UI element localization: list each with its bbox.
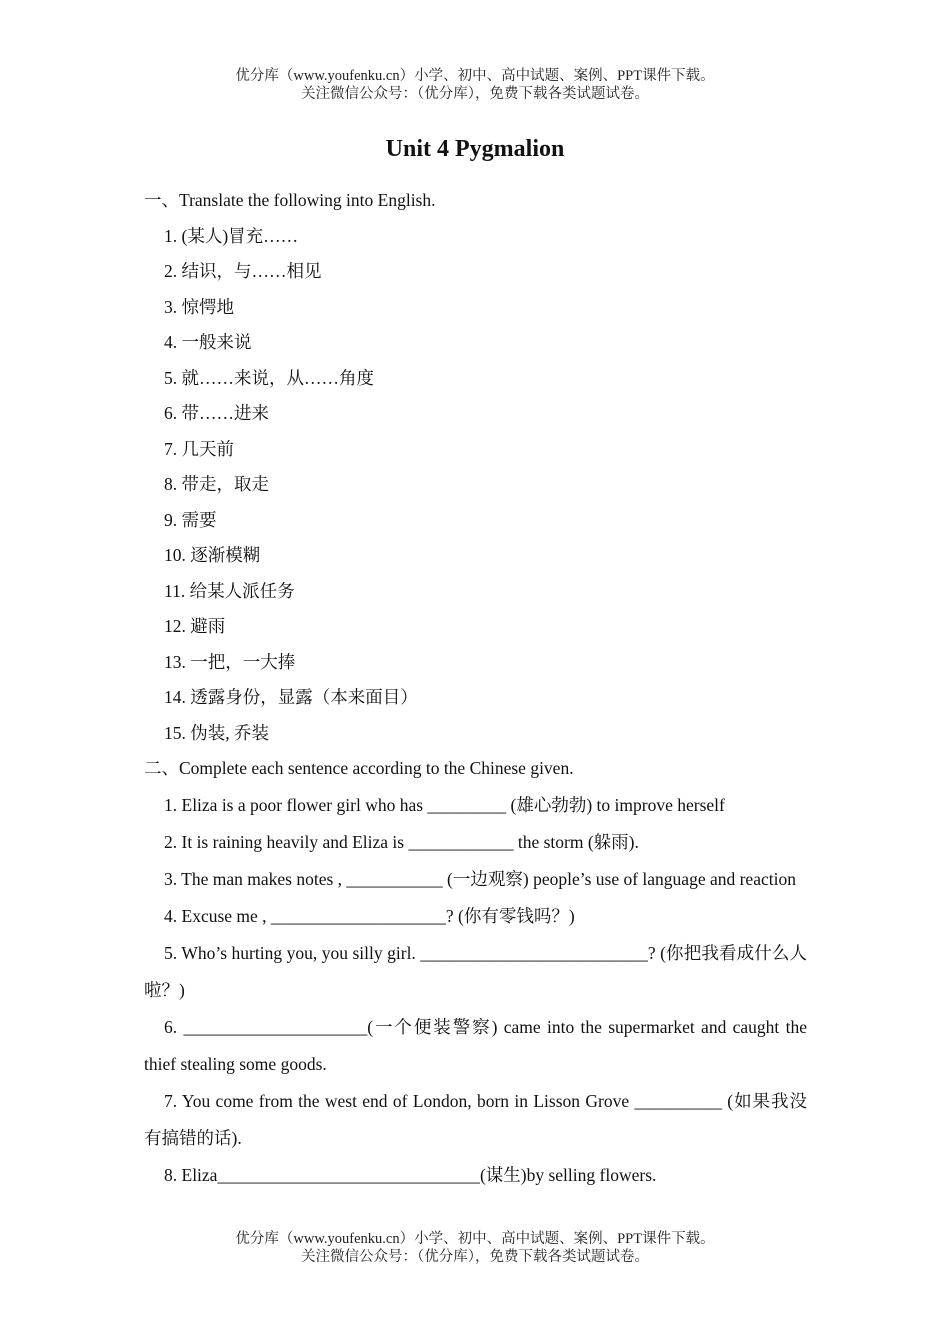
completion-item: 1. Eliza is a poor flower girl who has _________ (雄心勃勃) to improve herself — [164, 794, 725, 815]
completion-item: 6. _____________________(一个便装警察) came into the supermarket and caught the thief stealing some goods. — [144, 1016, 807, 1074]
completion-item: 4. Excuse me , ____________________? (你有零钱吗？) — [164, 905, 575, 926]
translation-item: 8. 带走，取走 — [164, 474, 269, 494]
translation-item: 3. 惊愕地 — [164, 296, 234, 317]
translation-item: 7. 几天前 — [164, 438, 234, 459]
section-2-heading: 二、Complete each sentence according to the Chinese given. — [144, 758, 574, 778]
translation-item: 4. 一般来说 — [164, 332, 252, 352]
translation-item: 10. 逐渐模糊 — [164, 545, 261, 565]
translation-item: 2. 结识，与……相见 — [164, 261, 322, 281]
translation-item: 13. 一把，一大捧 — [164, 651, 296, 672]
completion-item: 2. It is raining heavily and Eliza is ____________ the storm (躲雨). — [164, 831, 639, 852]
completion-item: 7. You come from the west end of London, born in Lisson Grove __________ (如果我没有搞错的话). — [144, 1090, 807, 1148]
header-line-1: 优分库（www.youfenku.cn）小学、初中、高中试题、案例、PPT课件下载。 — [235, 68, 715, 84]
completion-item: 8. Eliza______________________________(谋生)by selling flowers. — [164, 1164, 657, 1185]
header-line-2: 关注微信公众号：（优分库），免费下载各类试题试卷。 — [301, 86, 649, 102]
footer-line-2: 关注微信公众号：（优分库），免费下载各类试题试卷。 — [301, 1249, 649, 1265]
translation-item: 15. 伪装, 乔装 — [164, 722, 269, 743]
translation-item: 6. 带……进来 — [164, 403, 269, 423]
translation-item: 12. 避雨 — [164, 616, 226, 636]
translation-item: 11. 给某人派任务 — [164, 580, 295, 601]
translation-item: 9. 需要 — [164, 509, 217, 530]
section-1-heading: 一、Translate the following into English. — [144, 190, 436, 210]
translation-item: 1. (某人)冒充…… — [164, 225, 299, 246]
page-header — [0, 67, 950, 103]
completion-item: 3. The man makes notes , ___________ (一边观察) people’s use of language and reaction — [164, 868, 796, 889]
completion-item: 5. Who’s hurting you, you silly girl. __________________________? (你把我看成什么人啦？) — [144, 942, 807, 1000]
document-title: Unit 4 Pygmalion — [385, 136, 565, 162]
translation-item: 14. 透露身份，显露（本来面目） — [164, 687, 418, 707]
translation-item: 5. 就……来说，从……角度 — [164, 367, 374, 388]
document-body — [144, 183, 807, 1194]
page-footer — [0, 1230, 950, 1266]
footer-line-1: 优分库（www.youfenku.cn）小学、初中、高中试题、案例、PPT课件下载。 — [235, 1231, 715, 1247]
